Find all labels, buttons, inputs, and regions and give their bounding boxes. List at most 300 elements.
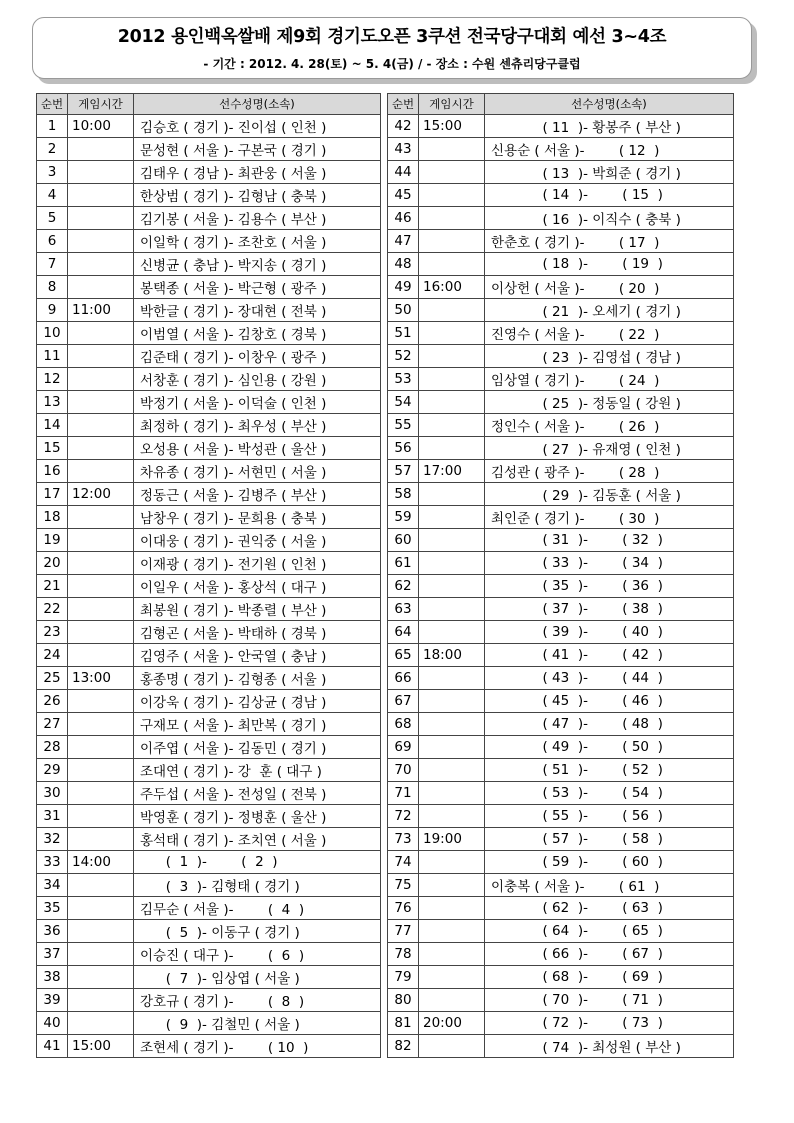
player-names: 김승호 ( 경기 )- 진이섭 ( 인천 ) (134, 115, 381, 138)
game-time (68, 782, 134, 805)
match-number: 29 (37, 759, 68, 782)
game-time (419, 621, 485, 644)
table-row (388, 575, 734, 598)
table-row (388, 713, 734, 736)
match-number: 75 (388, 874, 419, 897)
player-names: 김준태 ( 경기 )- 이창우 ( 광주 ) (134, 345, 381, 368)
player-names: ( 3 )- 김형태 ( 경기 ) (134, 874, 381, 897)
table-row (388, 805, 734, 828)
game-time (68, 644, 134, 667)
player-names: 최정하 ( 경기 )- 최우성 ( 부산 ) (134, 414, 381, 437)
game-time (419, 897, 485, 920)
game-time (419, 414, 485, 437)
player-names: 김성관 ( 광주 )- ( 28 ) (485, 460, 734, 483)
game-time (419, 253, 485, 276)
game-time: 19:00 (419, 828, 485, 851)
game-time (68, 552, 134, 575)
match-number: 64 (388, 621, 419, 644)
game-time (68, 391, 134, 414)
game-time (419, 805, 485, 828)
table-row (388, 483, 734, 506)
game-time (68, 874, 134, 897)
game-time: 17:00 (419, 460, 485, 483)
table-row (37, 736, 381, 759)
game-time (68, 414, 134, 437)
match-number: 10 (37, 322, 68, 345)
table-row (37, 276, 381, 299)
player-names: ( 51 )- ( 52 ) (485, 759, 734, 782)
match-number: 44 (388, 161, 419, 184)
player-names: 정동근 ( 서울 )- 김병주 ( 부산 ) (134, 483, 381, 506)
match-number: 17 (37, 483, 68, 506)
table-row (388, 1012, 734, 1035)
game-time (419, 161, 485, 184)
player-names: ( 1 )- ( 2 ) (134, 851, 381, 874)
player-names: 홍석태 ( 경기 )- 조치연 ( 서울 ) (134, 828, 381, 851)
player-names: 신병균 ( 충남 )- 박지송 ( 경기 ) (134, 253, 381, 276)
table-row (388, 529, 734, 552)
table-row (37, 805, 381, 828)
player-names: 문성현 ( 서울 )- 구본국 ( 경기 ) (134, 138, 381, 161)
player-names: 홍종명 ( 경기 )- 김형종 ( 서울 ) (134, 667, 381, 690)
game-time (68, 598, 134, 621)
match-number: 59 (388, 506, 419, 529)
table-row (37, 506, 381, 529)
player-names: 한상범 ( 경기 )- 김형남 ( 충북 ) (134, 184, 381, 207)
game-time (419, 943, 485, 966)
game-time (419, 759, 485, 782)
table-row (388, 345, 734, 368)
game-time (68, 368, 134, 391)
table-row (388, 851, 734, 874)
table-row (388, 552, 734, 575)
title-box (32, 17, 752, 79)
player-names: ( 7 )- 임상엽 ( 서울 ) (134, 966, 381, 989)
player-names: ( 9 )- 김철민 ( 서울 ) (134, 1012, 381, 1035)
table-row (37, 253, 381, 276)
table-row (388, 391, 734, 414)
player-names: 구재모 ( 서울 )- 최만복 ( 경기 ) (134, 713, 381, 736)
player-names: 이재광 ( 경기 )- 전기원 ( 인천 ) (134, 552, 381, 575)
table-row (37, 391, 381, 414)
match-number: 49 (388, 276, 419, 299)
table-row (388, 690, 734, 713)
match-number: 43 (388, 138, 419, 161)
match-number: 82 (388, 1035, 419, 1058)
player-names: 조현세 ( 경기 )- ( 10 ) (134, 1035, 381, 1058)
player-names: ( 31 )- ( 32 ) (485, 529, 734, 552)
game-time (419, 575, 485, 598)
table-row (388, 299, 734, 322)
match-number: 80 (388, 989, 419, 1012)
match-number: 57 (388, 460, 419, 483)
game-time (68, 230, 134, 253)
table-row (388, 161, 734, 184)
game-time: 20:00 (419, 1012, 485, 1035)
match-number: 63 (388, 598, 419, 621)
table-row (388, 966, 734, 989)
match-number: 14 (37, 414, 68, 437)
table-row (37, 161, 381, 184)
match-number: 38 (37, 966, 68, 989)
match-number: 76 (388, 897, 419, 920)
table-row (37, 851, 381, 874)
match-number: 13 (37, 391, 68, 414)
player-names: 이일우 ( 서울 )- 홍상석 ( 대구 ) (134, 575, 381, 598)
game-time (68, 943, 134, 966)
match-number: 52 (388, 345, 419, 368)
player-names: ( 37 )- ( 38 ) (485, 598, 734, 621)
table-row (37, 575, 381, 598)
game-time (68, 690, 134, 713)
match-number: 15 (37, 437, 68, 460)
column-header-no: 순번 (388, 94, 419, 115)
game-time (419, 483, 485, 506)
game-time (68, 437, 134, 460)
game-time: 13:00 (68, 667, 134, 690)
table-row (37, 230, 381, 253)
game-time (419, 966, 485, 989)
match-number: 47 (388, 230, 419, 253)
table-row (37, 920, 381, 943)
game-time (419, 184, 485, 207)
player-names: ( 5 )- 이동구 ( 경기 ) (134, 920, 381, 943)
player-names: ( 27 )- 유재영 ( 인천 ) (485, 437, 734, 460)
match-number: 32 (37, 828, 68, 851)
player-names: ( 66 )- ( 67 ) (485, 943, 734, 966)
page-subtitle: - 기간 : 2012. 4. 28(토) ~ 5. 4(금) / - 장소 : 수원 센츄리당구클럽 (203, 57, 581, 71)
game-time (68, 322, 134, 345)
table-row (37, 207, 381, 230)
game-time (419, 989, 485, 1012)
match-number: 41 (37, 1035, 68, 1058)
match-number: 22 (37, 598, 68, 621)
table-row (388, 276, 734, 299)
player-names: ( 57 )- ( 58 ) (485, 828, 734, 851)
player-names: ( 47 )- ( 48 ) (485, 713, 734, 736)
match-number: 68 (388, 713, 419, 736)
player-names: 박정기 ( 서울 )- 이덕술 ( 인천 ) (134, 391, 381, 414)
game-time (68, 161, 134, 184)
table-row (388, 667, 734, 690)
table-row (388, 828, 734, 851)
player-names: ( 14 )- ( 15 ) (485, 184, 734, 207)
player-names: 박영훈 ( 경기 )- 정병훈 ( 울산 ) (134, 805, 381, 828)
player-names: 임상열 ( 경기 )- ( 24 ) (485, 368, 734, 391)
table-row (37, 368, 381, 391)
table-row (388, 874, 734, 897)
match-number: 2 (37, 138, 68, 161)
match-number: 4 (37, 184, 68, 207)
match-number: 66 (388, 667, 419, 690)
match-number: 74 (388, 851, 419, 874)
game-time (419, 207, 485, 230)
match-number: 8 (37, 276, 68, 299)
table-row (388, 598, 734, 621)
game-time (68, 529, 134, 552)
player-names: ( 25 )- 정동일 ( 강원 ) (485, 391, 734, 414)
match-number: 67 (388, 690, 419, 713)
match-number: 81 (388, 1012, 419, 1035)
player-names: ( 70 )- ( 71 ) (485, 989, 734, 1012)
game-time (419, 552, 485, 575)
schedule-table-left (36, 93, 381, 1058)
table-row (37, 966, 381, 989)
match-number: 27 (37, 713, 68, 736)
match-number: 9 (37, 299, 68, 322)
match-number: 77 (388, 920, 419, 943)
match-number: 30 (37, 782, 68, 805)
table-row (388, 253, 734, 276)
game-time (68, 828, 134, 851)
column-header-players: 선수성명(소속) (485, 94, 734, 115)
match-number: 19 (37, 529, 68, 552)
match-number: 16 (37, 460, 68, 483)
table-row (37, 782, 381, 805)
game-time (68, 759, 134, 782)
game-time (419, 230, 485, 253)
match-number: 71 (388, 782, 419, 805)
table-row (37, 345, 381, 368)
player-names: 이충복 ( 서울 )- ( 61 ) (485, 874, 734, 897)
game-time (68, 897, 134, 920)
game-time: 10:00 (68, 115, 134, 138)
table-row (37, 1012, 381, 1035)
player-names: 차유종 ( 경기 )- 서현민 ( 서울 ) (134, 460, 381, 483)
match-number: 51 (388, 322, 419, 345)
table-row (37, 644, 381, 667)
player-names: ( 16 )- 이직수 ( 충북 ) (485, 207, 734, 230)
player-names: ( 18 )- ( 19 ) (485, 253, 734, 276)
player-names: ( 49 )- ( 50 ) (485, 736, 734, 759)
game-time: 15:00 (68, 1035, 134, 1058)
match-number: 12 (37, 368, 68, 391)
match-number: 6 (37, 230, 68, 253)
table-row (388, 184, 734, 207)
match-number: 18 (37, 506, 68, 529)
game-time (419, 713, 485, 736)
player-names: 이승진 ( 대구 )- ( 6 ) (134, 943, 381, 966)
game-time (419, 874, 485, 897)
game-time (419, 345, 485, 368)
table-row (37, 759, 381, 782)
player-names: 이일학 ( 경기 )- 조찬호 ( 서울 ) (134, 230, 381, 253)
match-number: 78 (388, 943, 419, 966)
match-number: 62 (388, 575, 419, 598)
table-row (37, 552, 381, 575)
player-names: ( 41 )- ( 42 ) (485, 644, 734, 667)
table-row (388, 368, 734, 391)
game-time (68, 506, 134, 529)
table-row (37, 621, 381, 644)
table-header-row (388, 94, 734, 115)
game-time (68, 575, 134, 598)
table-row (388, 414, 734, 437)
column-header-no: 순번 (37, 94, 68, 115)
game-time (419, 391, 485, 414)
game-time (419, 437, 485, 460)
game-time (419, 1035, 485, 1058)
match-number: 42 (388, 115, 419, 138)
player-names: ( 21 )- 오세기 ( 경기 ) (485, 299, 734, 322)
player-names: ( 62 )- ( 63 ) (485, 897, 734, 920)
game-time (68, 460, 134, 483)
table-row (388, 506, 734, 529)
match-number: 55 (388, 414, 419, 437)
player-names: 봉택종 ( 서울 )- 박근형 ( 광주 ) (134, 276, 381, 299)
match-number: 35 (37, 897, 68, 920)
game-time: 11:00 (68, 299, 134, 322)
player-names: 이상헌 ( 서울 )- ( 20 ) (485, 276, 734, 299)
game-time (68, 989, 134, 1012)
player-names: 한춘호 ( 경기 )- ( 17 ) (485, 230, 734, 253)
player-names: 김무순 ( 서울 )- ( 4 ) (134, 897, 381, 920)
game-time (68, 621, 134, 644)
player-names: 김태우 ( 경남 )- 최관웅 ( 서울 ) (134, 161, 381, 184)
table-row (388, 138, 734, 161)
table-row (37, 713, 381, 736)
player-names: ( 45 )- ( 46 ) (485, 690, 734, 713)
table-row (37, 115, 381, 138)
table-row (37, 138, 381, 161)
match-number: 37 (37, 943, 68, 966)
match-number: 50 (388, 299, 419, 322)
match-number: 65 (388, 644, 419, 667)
player-names: ( 43 )- ( 44 ) (485, 667, 734, 690)
match-number: 23 (37, 621, 68, 644)
game-time: 16:00 (419, 276, 485, 299)
match-number: 46 (388, 207, 419, 230)
player-names: 이범열 ( 서울 )- 김창호 ( 경북 ) (134, 322, 381, 345)
table-row (37, 460, 381, 483)
game-time (419, 690, 485, 713)
table-row (37, 828, 381, 851)
table-row (37, 989, 381, 1012)
match-number: 56 (388, 437, 419, 460)
game-time (68, 966, 134, 989)
match-number: 53 (388, 368, 419, 391)
schedule-table-right (387, 93, 734, 1058)
match-number: 72 (388, 805, 419, 828)
game-time (68, 345, 134, 368)
game-time (68, 184, 134, 207)
player-names: ( 64 )- ( 65 ) (485, 920, 734, 943)
match-number: 39 (37, 989, 68, 1012)
player-names: ( 53 )- ( 54 ) (485, 782, 734, 805)
table-row (37, 667, 381, 690)
match-number: 36 (37, 920, 68, 943)
table-row (37, 690, 381, 713)
game-time (419, 598, 485, 621)
player-names: ( 39 )- ( 40 ) (485, 621, 734, 644)
player-names: 이대웅 ( 경기 )- 권익중 ( 서울 ) (134, 529, 381, 552)
player-names: ( 68 )- ( 69 ) (485, 966, 734, 989)
player-names: 최인준 ( 경기 )- ( 30 ) (485, 506, 734, 529)
table-row (388, 460, 734, 483)
column-header-time: 게임시간 (68, 94, 134, 115)
match-number: 58 (388, 483, 419, 506)
player-names: ( 23 )- 김영섭 ( 경남 ) (485, 345, 734, 368)
table-header-row (37, 94, 381, 115)
game-time (68, 805, 134, 828)
player-names: 정인수 ( 서울 )- ( 26 ) (485, 414, 734, 437)
match-number: 79 (388, 966, 419, 989)
table-row (388, 621, 734, 644)
table-row (388, 759, 734, 782)
match-number: 3 (37, 161, 68, 184)
page-title: 2012 용인백옥쌀배 제9회 경기도오픈 3쿠션 전국당구대회 예선 3~4조 (117, 27, 667, 47)
table-row (37, 483, 381, 506)
table-row (388, 1035, 734, 1058)
game-time: 12:00 (68, 483, 134, 506)
player-names: ( 72 )- ( 73 ) (485, 1012, 734, 1035)
table-row (37, 299, 381, 322)
match-number: 45 (388, 184, 419, 207)
table-row (388, 230, 734, 253)
table-row (388, 437, 734, 460)
match-number: 69 (388, 736, 419, 759)
match-number: 7 (37, 253, 68, 276)
game-time (419, 851, 485, 874)
game-time (68, 1012, 134, 1035)
game-time (419, 138, 485, 161)
player-names: 이주엽 ( 서울 )- 김동민 ( 경기 ) (134, 736, 381, 759)
table-row (37, 414, 381, 437)
game-time (68, 207, 134, 230)
player-names: 오성용 ( 서울 )- 박성관 ( 울산 ) (134, 437, 381, 460)
match-number: 40 (37, 1012, 68, 1035)
player-names: 진영수 ( 서울 )- ( 22 ) (485, 322, 734, 345)
player-names: ( 59 )- ( 60 ) (485, 851, 734, 874)
match-number: 48 (388, 253, 419, 276)
player-names: ( 29 )- 김동훈 ( 서울 ) (485, 483, 734, 506)
table-row (37, 322, 381, 345)
match-number: 1 (37, 115, 68, 138)
player-names: ( 11 )- 황봉주 ( 부산 ) (485, 115, 734, 138)
player-names: 조대연 ( 경기 )- 강 훈 ( 대구 ) (134, 759, 381, 782)
match-number: 61 (388, 552, 419, 575)
player-names: 주두섭 ( 서울 )- 전성일 ( 전북 ) (134, 782, 381, 805)
game-time (419, 506, 485, 529)
match-number: 54 (388, 391, 419, 414)
match-number: 21 (37, 575, 68, 598)
match-number: 11 (37, 345, 68, 368)
table-row (388, 644, 734, 667)
game-time (68, 253, 134, 276)
match-number: 34 (37, 874, 68, 897)
match-number: 70 (388, 759, 419, 782)
player-names: 신용순 ( 서울 )- ( 12 ) (485, 138, 734, 161)
player-names: 강호규 ( 경기 )- ( 8 ) (134, 989, 381, 1012)
player-names: 김기봉 ( 서울 )- 김용수 ( 부산 ) (134, 207, 381, 230)
game-time: 18:00 (419, 644, 485, 667)
player-names: ( 55 )- ( 56 ) (485, 805, 734, 828)
table-row (37, 943, 381, 966)
game-time: 14:00 (68, 851, 134, 874)
game-time (419, 322, 485, 345)
game-time (68, 713, 134, 736)
game-time (68, 138, 134, 161)
table-row (37, 897, 381, 920)
table-row (388, 736, 734, 759)
game-time (419, 736, 485, 759)
player-names: ( 35 )- ( 36 ) (485, 575, 734, 598)
table-row (37, 598, 381, 621)
match-number: 25 (37, 667, 68, 690)
table-row (37, 874, 381, 897)
match-number: 20 (37, 552, 68, 575)
game-time (68, 920, 134, 943)
